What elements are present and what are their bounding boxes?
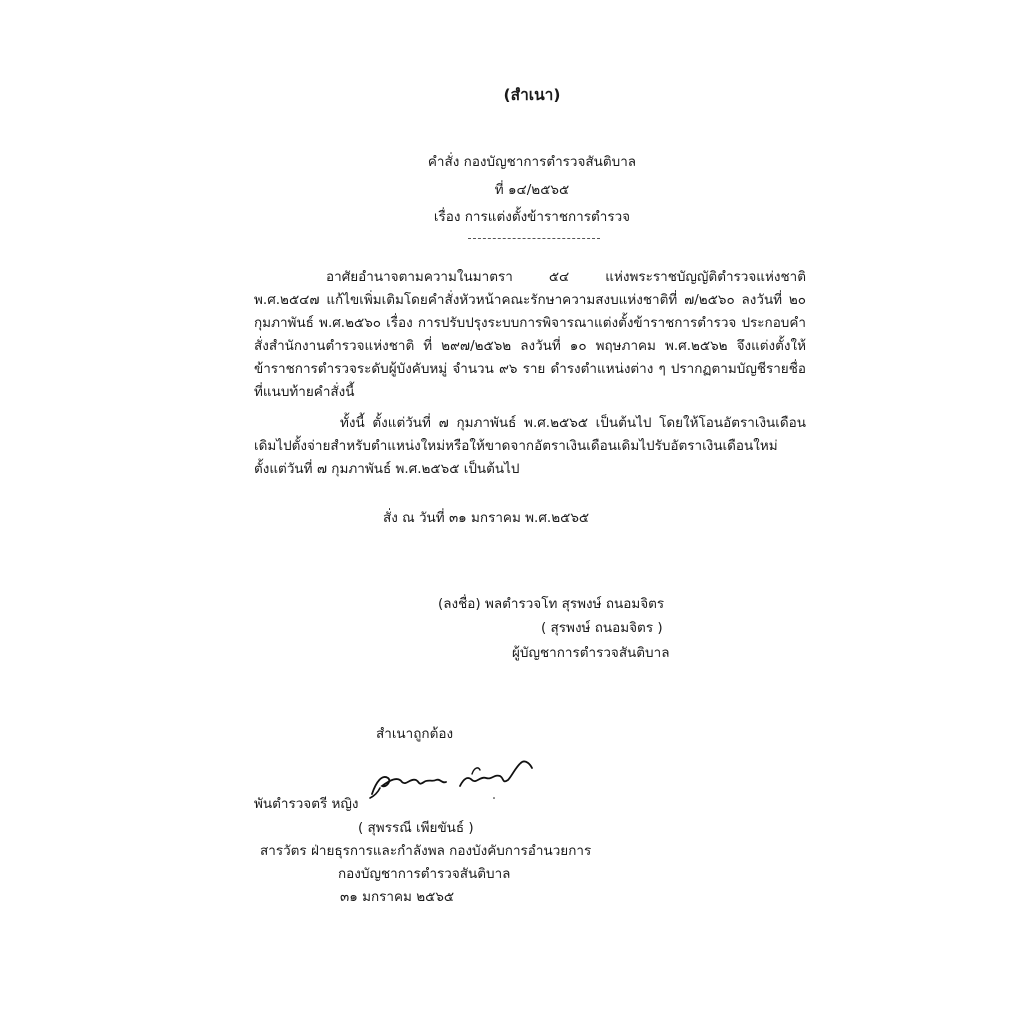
header-divider <box>468 238 600 239</box>
order-date: สั่ง ณ วันที่ ๓๑ มกราคม พ.ศ.๒๕๖๕ <box>383 510 590 526</box>
body-paragraph-2: ทั้งนี้ ตั้งแต่วันที่ ๗ กุมภาพันธ์ พ.ศ.๒๕๖๕ เป็นต้นไป โดยให้โอนอัตราเงินเดือนเดิมไปตั้งจ่ายสำหรับตำแหน่งใหม่หรือให้ขาดจากอัตราเงินเดือนเดิมไปรับอัตราเงินเดือนใหม่ ตั้งแต่วันที่ ๗ กุมภาพันธ์ พ.ศ.๒๕๖๕ เป็นต้นไป <box>254 415 806 477</box>
order-subject: เรื่อง การแต่งตั้งข้าราชการตำรวจ <box>433 209 631 225</box>
certification-date: ๓๑ มกราคม ๒๕๖๕ <box>340 889 455 905</box>
certifier-position-line-1: สารวัตร ฝ่ายธุรการและกำลังพล กองบังคับการอำนวยการ <box>260 843 592 859</box>
order-number: ที่ ๑๔/๒๕๖๕ <box>494 182 570 198</box>
signed-line: (ลงชื่อ) พลตำรวจโท สุรพงษ์ ถนอมจิตร <box>438 596 665 612</box>
signatory-position: ผู้บัญชาการตำรวจสันติบาล <box>512 645 670 661</box>
certifier-rank: พันตำรวจตรี หญิง <box>254 796 359 812</box>
signatory-name: ( สุรพงษ์ ถนอมจิตร ) <box>541 620 663 636</box>
certified-label: สำเนาถูกต้อง <box>376 726 454 742</box>
handwritten-signature <box>362 752 542 802</box>
copy-title: (สำเนา) <box>503 86 561 104</box>
certifier-position-line-2: กองบัญชาการตำรวจสันติบาล <box>338 866 511 882</box>
certifier-name: ( สุพรรณี เพียขันธ์ ) <box>358 820 474 836</box>
order-title: คำสั่ง กองบัญชาการตำรวจสันติบาล <box>427 154 637 170</box>
body-paragraph-1: อาศัยอำนาจตามความในมาตรา ๕๔ แห่งพระราชบัญญัติตำรวจแห่งชาติ พ.ศ.๒๕๔๗ แก้ไขเพิ่มเติมโดยคำสั่งหัวหน้าคณะรักษาความสงบแห่งชาติที่ ๗/๒๕๖๐ ลงวันที่ ๒๐ กุมภาพันธ์ พ.ศ.๒๕๖๐ เรื่อง การปรับปรุงระบบการพิจารณาแต่งตั้งข้าราชการตำรวจ ประกอบคำสั่งสำนักงานตำรวจแห่งชาติ ที่ ๒๙๗/๒๕๖๒ ลงวันที่ ๑๐ พฤษภาคม พ.ศ.๒๕๖๒ จึงแต่งตั้งให้ข้าราชการตำรวจระดับผู้บังคับหมู่ จำนวน ๙๖ ราย ดำรงตำแหน่งต่าง ๆ ปรากฏตามบัญชีรายชื่อที่แนบท้ายคำสั่งนี้ <box>254 269 806 400</box>
